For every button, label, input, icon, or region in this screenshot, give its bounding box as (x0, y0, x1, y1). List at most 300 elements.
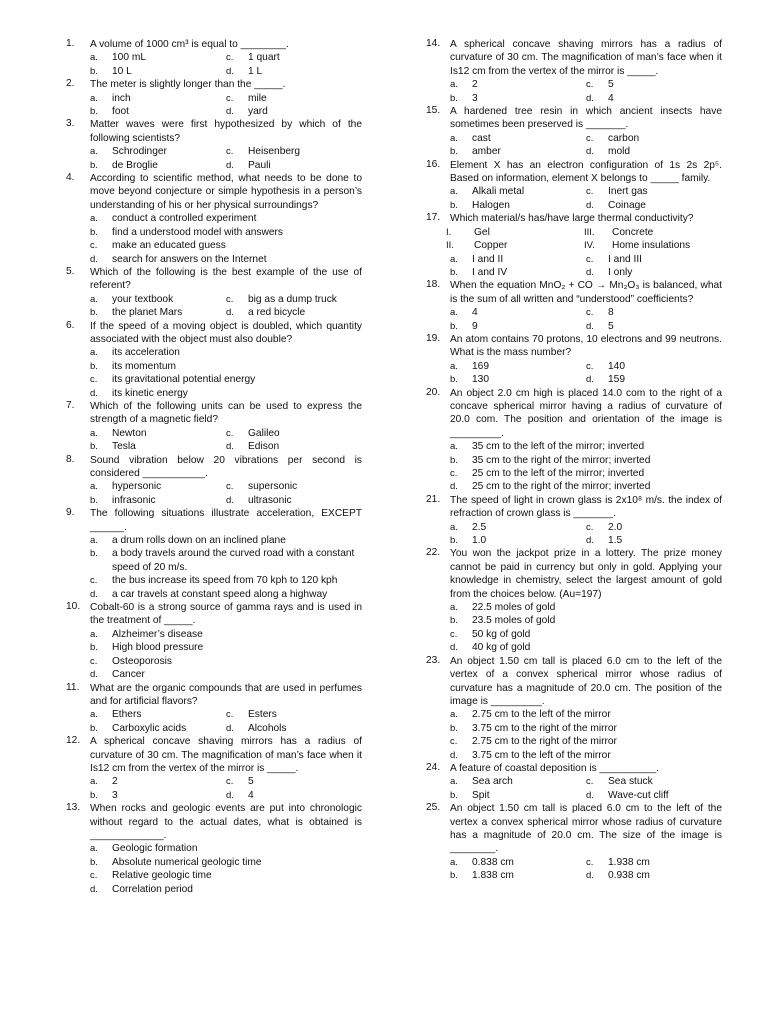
option-text: 4 (248, 789, 254, 801)
option-text: 8 (608, 307, 614, 319)
question-item (426, 547, 722, 601)
answer-options (426, 708, 722, 762)
question-item (426, 762, 722, 775)
option-text: 1.938 cm (608, 856, 650, 868)
question-text: A spherical concave shaving mirrors has a radius of curvature of 30 cm. The magnification of man’s face when it Is12 cm from the vertex of the mirror is _____. (90, 736, 362, 774)
option-letter: a. (90, 776, 98, 788)
answer-option (90, 373, 362, 386)
option-letter: c. (586, 776, 594, 788)
answer-option (450, 320, 586, 333)
option-letter: d. (586, 535, 594, 547)
option-letter: c. (586, 307, 594, 319)
option-letter: c. (226, 52, 234, 64)
option-text: 40 kg of gold (472, 642, 531, 654)
question-text: Which material/s has/have large thermal conductivity? (450, 213, 694, 225)
answer-option (226, 293, 362, 306)
answer-option (586, 266, 722, 279)
answer-option (450, 521, 586, 534)
answer-option (226, 105, 362, 118)
option-text: mold (608, 146, 631, 158)
option-letter: b. (450, 789, 458, 801)
answer-option (90, 869, 362, 882)
option-letter: d. (450, 481, 458, 493)
answer-options (66, 628, 362, 682)
option-text: 22.5 moles of gold (472, 602, 556, 614)
option-letter: c. (90, 240, 98, 252)
option-text: cast (472, 132, 491, 144)
option-letter: c. (450, 628, 458, 640)
option-letter: c. (586, 856, 594, 868)
answer-option (586, 132, 722, 145)
answer-options (66, 480, 362, 507)
option-text: 1.0 (472, 535, 487, 547)
option-letter: b. (450, 374, 458, 386)
roman-option (446, 226, 584, 239)
option-letter: d. (586, 266, 594, 278)
question-number: 14. (426, 38, 441, 49)
answer-options (66, 842, 362, 896)
question-number: 1. (66, 38, 75, 49)
option-text: 159 (608, 374, 625, 386)
option-letter: c. (586, 253, 594, 265)
answer-options (426, 521, 722, 548)
option-letter: c. (226, 776, 234, 788)
answer-option (586, 92, 722, 105)
answer-option (226, 775, 362, 788)
option-letter: d. (586, 146, 594, 158)
roman-numeral: IV. (584, 240, 595, 252)
question-item (66, 735, 362, 775)
answer-option (586, 534, 722, 547)
answer-options (66, 293, 362, 320)
option-letter: d. (226, 722, 234, 734)
question-text: When the equation MnO₂ + CO → Mn₂O₃ is balanced, what is the sum of all written and “understood” coefficients? (450, 280, 722, 305)
question-text: Which of the following units can be used to express the strength of a magnetic field? (90, 400, 362, 426)
answer-option (226, 480, 362, 493)
option-text: Alcohols (248, 722, 287, 734)
option-letter: a. (90, 843, 98, 855)
option-letter: d. (226, 441, 234, 453)
answer-option (450, 360, 586, 373)
option-text: Newton (112, 427, 147, 439)
question-item (66, 802, 362, 842)
answer-option (450, 306, 586, 319)
question-item (426, 802, 722, 856)
answer-option (226, 427, 362, 440)
answer-option (90, 51, 226, 64)
question-item (66, 266, 362, 293)
answer-option (226, 494, 362, 507)
question-number: 20. (426, 386, 441, 398)
option-letter: a. (450, 441, 458, 453)
option-text: Sea stuck (608, 776, 653, 788)
option-letter: b. (90, 494, 98, 506)
question-text: The following situations illustrate acceleration, EXCEPT ______. (90, 508, 362, 533)
option-text: 0.938 cm (608, 870, 650, 882)
option-text: Inert gas (608, 186, 648, 198)
answer-option (450, 749, 722, 762)
option-text: 9 (472, 320, 478, 332)
roman-option-text: Copper (474, 240, 508, 252)
answer-options (426, 78, 722, 105)
option-letter: b. (450, 615, 458, 627)
option-text: its kinetic energy (112, 387, 188, 399)
question-item (426, 105, 722, 132)
option-letter: d. (586, 870, 594, 882)
option-letter: b. (90, 106, 98, 118)
option-letter: c. (450, 736, 458, 748)
roman-options (426, 226, 722, 253)
roman-numeral: III. (584, 226, 595, 238)
answer-option (90, 534, 362, 547)
answer-options (66, 534, 362, 601)
option-letter: b. (90, 226, 98, 238)
answer-option (90, 226, 362, 239)
question-text: A volume of 1000 cm³ is equal to ________. (90, 39, 289, 50)
roman-option (584, 226, 722, 239)
question-item (66, 38, 362, 51)
answer-option (90, 440, 226, 453)
option-letter: c. (586, 360, 594, 372)
option-letter: b. (450, 535, 458, 547)
answer-option (90, 789, 226, 802)
question-number: 21. (426, 493, 441, 505)
answer-option (450, 92, 586, 105)
option-text: 35 cm to the left of the mirror; inverted (472, 441, 645, 453)
option-text: Relative geologic time (112, 870, 212, 882)
option-letter: a. (450, 307, 458, 319)
option-text: 130 (472, 374, 489, 386)
option-letter: d. (226, 789, 234, 801)
option-letter: d. (226, 65, 234, 77)
answer-option (450, 185, 586, 198)
option-text: I and IV (472, 266, 508, 278)
question-text: You won the jackpot prize in a lottery. The prize money cannot be paid in currency but only in gold. Applying your knowledge in chemistry, select the largest amount of gold from the choices below. (Au=197) (450, 548, 722, 600)
answer-option (450, 480, 722, 493)
option-text: amber (472, 146, 501, 158)
option-text: 23.5 moles of gold (472, 615, 556, 627)
option-text: 2.5 (472, 521, 487, 533)
option-text: Heisenberg (248, 146, 301, 158)
answer-option (90, 253, 362, 266)
question-item (66, 320, 362, 347)
option-text: Halogen (472, 199, 510, 211)
option-letter: d. (90, 883, 98, 895)
answer-options (426, 360, 722, 387)
answer-option (586, 869, 722, 882)
option-text: 5 (608, 79, 614, 91)
question-number: 23. (426, 654, 441, 666)
option-letter: d. (586, 92, 594, 104)
option-letter: b. (90, 548, 98, 560)
option-text: Schrodinger (112, 146, 167, 158)
answer-options (66, 212, 362, 266)
option-text: Esters (248, 709, 277, 721)
question-text: When rocks and geologic events are put into chronologic without regard to the actual dates, what is obtained is _____________. (90, 803, 362, 841)
answer-option (450, 145, 586, 158)
question-text: A feature of coastal deposition is __________. (450, 762, 659, 774)
answer-option (226, 722, 362, 735)
question-number: 9. (66, 507, 75, 519)
option-letter: d. (226, 307, 234, 319)
question-item (426, 333, 722, 360)
answer-options (426, 306, 722, 333)
option-letter: a. (90, 628, 98, 640)
option-letter: b. (450, 722, 458, 734)
option-letter: c. (586, 132, 594, 144)
roman-option-text: Concrete (612, 226, 654, 238)
answer-option (450, 775, 586, 788)
question-item (66, 172, 362, 212)
option-text: 4 (608, 92, 614, 104)
option-letter: d. (90, 669, 98, 681)
option-text: I and II (472, 253, 504, 265)
question-text: Matter waves were first hypothesized by which of the following scientists? (90, 119, 362, 144)
answer-option (586, 521, 722, 534)
option-text: carbon (608, 132, 640, 144)
answer-options (426, 185, 722, 212)
answer-option (586, 306, 722, 319)
answer-option (450, 78, 586, 91)
option-letter: d. (586, 320, 594, 332)
answer-options (66, 92, 362, 119)
answer-option (450, 132, 586, 145)
question-item (426, 494, 722, 521)
answer-option (226, 306, 362, 319)
answer-option (586, 789, 722, 802)
option-letter: d. (90, 253, 98, 265)
answer-options (66, 708, 362, 735)
answer-option (90, 668, 362, 681)
option-text: infrasonic (112, 494, 156, 506)
question-number: 16. (426, 158, 441, 170)
question-text: Which of the following is the best example of the use of referent? (90, 266, 362, 292)
answer-options (66, 346, 362, 400)
question-number: 24. (426, 761, 441, 773)
answer-options (426, 601, 722, 655)
option-text: the planet Mars (112, 307, 183, 319)
option-letter: d. (90, 387, 98, 399)
option-text: 2 (472, 79, 478, 91)
option-text: its gravitational potential energy (112, 374, 256, 386)
option-text: 1.838 cm (472, 870, 514, 882)
question-item (66, 400, 362, 427)
question-text: The speed of light in crown glass is 2x10⁸ m/s. the index of refraction of crown glass is _______. (450, 494, 722, 520)
option-text: its acceleration (112, 347, 180, 359)
question-number: 22. (426, 547, 441, 559)
option-text: mile (248, 92, 267, 104)
answer-option (586, 360, 722, 373)
option-letter: a. (90, 92, 98, 104)
option-letter: a. (450, 602, 458, 614)
answer-option (586, 775, 722, 788)
option-text: foot (112, 106, 129, 118)
answer-option (226, 92, 362, 105)
answer-option (226, 51, 362, 64)
option-text: a drum rolls down on an inclined plane (112, 535, 286, 547)
question-item (426, 655, 722, 709)
answer-option (90, 494, 226, 507)
option-text: search for answers on the Internet (112, 253, 267, 265)
option-letter: a. (90, 52, 98, 64)
answer-options (426, 253, 722, 280)
answer-option (450, 641, 722, 654)
answer-options (426, 440, 722, 494)
question-number: 8. (66, 453, 75, 465)
option-letter: c. (586, 521, 594, 533)
option-letter: c. (226, 481, 234, 493)
option-text: 169 (472, 360, 489, 372)
option-text: Alzheimer’s disease (112, 628, 203, 640)
option-letter: c. (450, 468, 458, 479)
question-number: 4. (66, 172, 75, 184)
question-number: 25. (426, 802, 441, 814)
option-letter: a. (90, 427, 98, 439)
left-column (66, 38, 362, 896)
answer-option (226, 440, 362, 453)
answer-option (586, 856, 722, 869)
answer-option (450, 440, 722, 453)
option-text: I only (608, 266, 633, 278)
option-letter: b. (90, 642, 98, 654)
answer-option (90, 360, 362, 373)
option-text: your textbook (112, 293, 174, 305)
answer-option (226, 65, 362, 78)
answer-option (90, 547, 362, 574)
roman-numeral: II. (446, 240, 454, 252)
option-letter: a. (450, 776, 458, 788)
option-text: Alkali metal (472, 186, 525, 198)
option-letter: d. (90, 588, 98, 600)
option-letter: b. (90, 722, 98, 734)
answer-option (586, 199, 722, 212)
option-text: Tesla (112, 441, 136, 453)
answer-option (450, 534, 586, 547)
option-letter: a. (450, 79, 458, 91)
answer-option (586, 78, 722, 91)
option-letter: c. (586, 79, 594, 91)
option-letter: c. (226, 293, 234, 305)
option-letter: d. (586, 374, 594, 386)
answer-options (66, 145, 362, 172)
answer-option (90, 427, 226, 440)
option-letter: a. (90, 535, 98, 547)
question-item (426, 38, 722, 78)
question-item (66, 118, 362, 145)
option-letter: a. (450, 856, 458, 868)
option-text: 10 L (112, 65, 132, 77)
option-text: 25 cm to the left of the mirror; inverted (472, 468, 645, 479)
option-text: 2.0 (608, 521, 623, 533)
answer-option (90, 574, 362, 587)
answer-options (66, 427, 362, 454)
question-text: A hardened tree resin in which ancient insects have sometimes been preserved is _______. (450, 106, 722, 131)
question-item (426, 159, 722, 186)
answer-option (226, 145, 362, 158)
option-text: a red bicycle (248, 307, 306, 319)
option-letter: b. (450, 199, 458, 211)
option-letter: c. (586, 186, 594, 198)
answer-option (90, 387, 362, 400)
option-letter: d. (226, 494, 234, 506)
answer-option (450, 789, 586, 802)
option-letter: b. (90, 307, 98, 319)
answer-option (90, 159, 226, 172)
answer-option (450, 869, 586, 882)
option-text: 50 kg of gold (472, 628, 531, 640)
option-letter: a. (450, 132, 458, 144)
option-text: a body travels around the curved road with a constant speed of 20 m/s. (112, 548, 355, 573)
answer-option (90, 775, 226, 788)
option-letter: a. (450, 253, 458, 265)
option-text: Edison (248, 441, 280, 453)
answer-option (450, 614, 722, 627)
option-letter: b. (90, 789, 98, 801)
option-text: 5 (248, 776, 254, 788)
answer-option (450, 856, 586, 869)
answer-option (90, 65, 226, 78)
option-text: the bus increase its speed from 70 kph to 120 kph (112, 575, 338, 587)
question-text: Sound vibration below 20 vibrations per second is considered ___________. (90, 454, 362, 479)
answer-option (450, 628, 722, 641)
option-text: 1 quart (248, 52, 280, 64)
option-text: hypersonic (112, 481, 162, 493)
option-letter: b. (450, 870, 458, 882)
question-text: Cobalt-60 is a strong source of gamma rays and is used in the treatment of _____. (90, 602, 362, 627)
answer-options (426, 856, 722, 883)
answer-options (66, 775, 362, 802)
option-text: 4 (472, 307, 478, 319)
question-number: 17. (426, 212, 441, 224)
answer-option (90, 239, 362, 252)
answer-option (450, 601, 722, 614)
option-letter: d. (586, 789, 594, 801)
question-text: An atom contains 70 protons, 10 electrons and 99 neutrons. What is the mass number? (450, 333, 722, 359)
question-number: 5. (66, 265, 75, 277)
answer-option (450, 373, 586, 386)
roman-option (446, 239, 584, 252)
option-text: 1.5 (608, 535, 623, 547)
answer-option (90, 883, 362, 896)
option-letter: b. (450, 266, 458, 278)
question-number: 12. (66, 735, 81, 747)
question-item (66, 78, 362, 91)
question-text: The meter is slightly longer than the _____. (90, 79, 286, 91)
question-number: 11. (66, 681, 80, 693)
answer-options (426, 775, 722, 802)
option-letter: a. (450, 360, 458, 372)
question-item (66, 682, 362, 709)
answer-option (90, 655, 362, 668)
option-text: I and III (608, 253, 642, 265)
roman-option-text: Gel (474, 226, 490, 238)
answer-option (226, 708, 362, 721)
answer-option (450, 454, 722, 467)
option-text: 25 cm to the right of the mirror; inverted (472, 481, 651, 493)
option-text: Absolute numerical geologic time (112, 856, 262, 868)
option-text: Cancer (112, 669, 145, 681)
answer-option (90, 105, 226, 118)
option-letter: d. (586, 199, 594, 211)
answer-option (586, 373, 722, 386)
roman-option-text: Home insulations (612, 240, 691, 252)
option-letter: a. (450, 186, 458, 198)
option-letter: b. (450, 92, 458, 104)
question-number: 2. (66, 78, 75, 90)
answer-option (586, 320, 722, 333)
option-text: 2.75 cm to the right of the mirror (472, 736, 617, 748)
answer-option (90, 145, 226, 158)
